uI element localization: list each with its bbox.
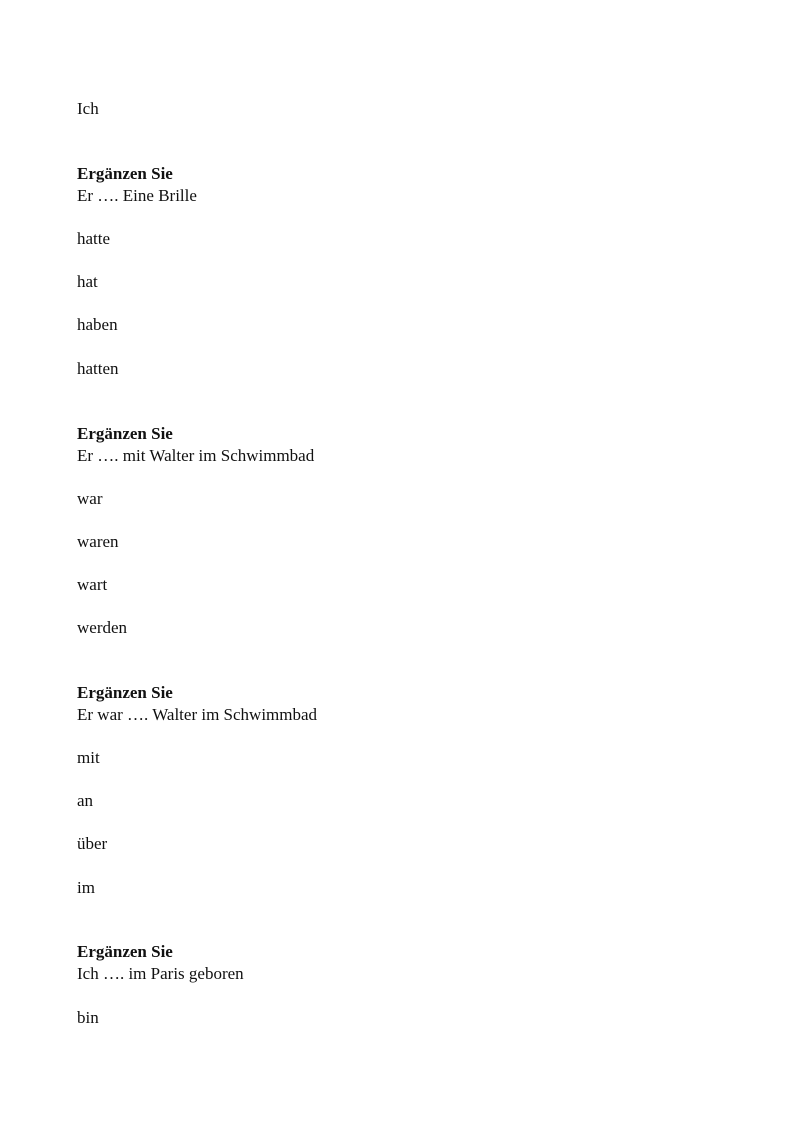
question-prompt: Er war …. Walter im Schwimmbad bbox=[77, 705, 318, 724]
answer-option: an bbox=[77, 791, 94, 810]
question-heading: Ergänzen Sie bbox=[77, 683, 173, 702]
answer-option: hatten bbox=[77, 359, 119, 378]
answer-option: im bbox=[77, 878, 95, 897]
answer-option: haben bbox=[77, 315, 118, 334]
question-heading: Ergänzen Sie bbox=[77, 424, 173, 443]
answer-option: mit bbox=[77, 748, 100, 767]
answer-option: wart bbox=[77, 575, 108, 594]
question-heading: Ergänzen Sie bbox=[77, 942, 173, 961]
answer-option: über bbox=[77, 834, 108, 853]
answer-option: war bbox=[77, 489, 103, 508]
answer-option: hatte bbox=[77, 229, 111, 248]
answer-option: werden bbox=[77, 618, 128, 637]
leading-option: Ich bbox=[77, 99, 99, 118]
question-prompt: Er …. Eine Brille bbox=[77, 186, 197, 205]
question-prompt: Er …. mit Walter im Schwimmbad bbox=[77, 446, 315, 465]
answer-option: hat bbox=[77, 272, 98, 291]
answer-option: waren bbox=[77, 532, 119, 551]
question-heading: Ergänzen Sie bbox=[77, 164, 173, 183]
question-prompt: Ich …. im Paris geboren bbox=[77, 964, 244, 983]
answer-option: bin bbox=[77, 1008, 99, 1027]
